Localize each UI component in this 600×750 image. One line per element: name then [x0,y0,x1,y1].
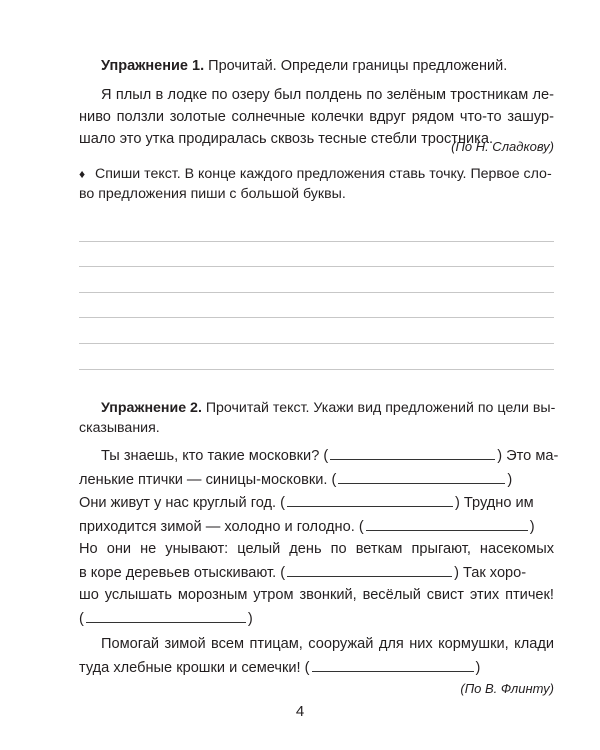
text-fragment: ) Трудно им [455,495,534,511]
writing-line[interactable] [79,216,554,242]
text-fragment: ) Так хоро- [454,564,527,581]
text-fragment: Ты знаешь, кто такие московки? ( [101,448,329,464]
text-fragment: в коре деревьев отыскивают. ( [79,564,286,581]
writing-lines[interactable] [79,216,554,370]
exercise1-text-line: Я плыл в лодке по озеру был полдень по зелёным тростникам ле- [101,87,554,103]
answer-blank[interactable] [338,468,505,484]
writing-line[interactable] [79,318,554,344]
exercise2-paragraph1 [79,444,559,630]
text-line: шо услышать морозным утром звонкий, весёлый свист этих птичек! [79,587,554,603]
exercise1-task [79,164,554,204]
text-fragment: ленькие птички — синицы-московки. ( [79,471,337,488]
text-fragment: ) [247,610,253,627]
page-number: 4 [295,703,305,720]
exercise1-task-line: Спиши текст. В конце каждого предложения ставь точку. Первое сло- [95,166,552,182]
exercise1-text-line: ниво ползли золотые солнечные колечки вдруг рядом что-то зашур- [79,109,554,125]
text-fragment: ( [79,610,84,627]
text-fragment: ) Это ма- [497,448,559,464]
exercise2-paragraph2 [79,633,554,679]
text-line: Помогай зимой всем птицам, сооружай для них кормушки, клади [101,636,554,652]
writing-line[interactable] [79,267,554,293]
writing-line[interactable] [79,344,554,370]
text-line: Но они не унывают: целый день по веткам прыгают, насекомых [79,541,554,557]
answer-blank[interactable] [330,444,495,460]
exercise2-instruction-line: сказывания. [79,420,160,436]
diamond-icon: ♦ [79,167,86,181]
exercise2-instruction-line: Прочитай текст. Укажи вид предложений по цели вы- [205,400,556,416]
exercise2-heading [79,398,554,438]
text-fragment: ) [507,471,513,488]
text-fragment: Они живут у нас круглый год. ( [79,495,286,511]
answer-blank[interactable] [287,491,453,507]
exercise1-instruction: Прочитай. Определи границы предложений. [208,58,508,74]
text-fragment: ) [529,518,535,535]
exercise1-label: Упражнение 1. [101,58,205,74]
answer-blank[interactable] [312,656,474,672]
exercise2-source: (По В. Флинту) [460,681,554,696]
exercise1-text-line: шало это утка продиралась сквозь тесные стебли тростника. [79,131,494,147]
exercise1-heading [101,56,507,76]
answer-blank[interactable] [86,607,246,623]
answer-blank[interactable] [366,515,528,531]
text-fragment: туда хлебные крошки и семечки! ( [79,659,310,676]
text-fragment: приходится зимой — холодно и голодно. ( [79,518,364,535]
writing-line[interactable] [79,293,554,319]
exercise1-task-line: во предложения пиши с большой буквы. [79,186,346,202]
answer-blank[interactable] [287,561,452,577]
writing-line[interactable] [79,242,554,268]
text-fragment: ) [475,659,481,676]
exercise2-label: Упражнение 2. [101,400,202,416]
exercise1-source: (По Н. Сладкову) [451,139,554,154]
